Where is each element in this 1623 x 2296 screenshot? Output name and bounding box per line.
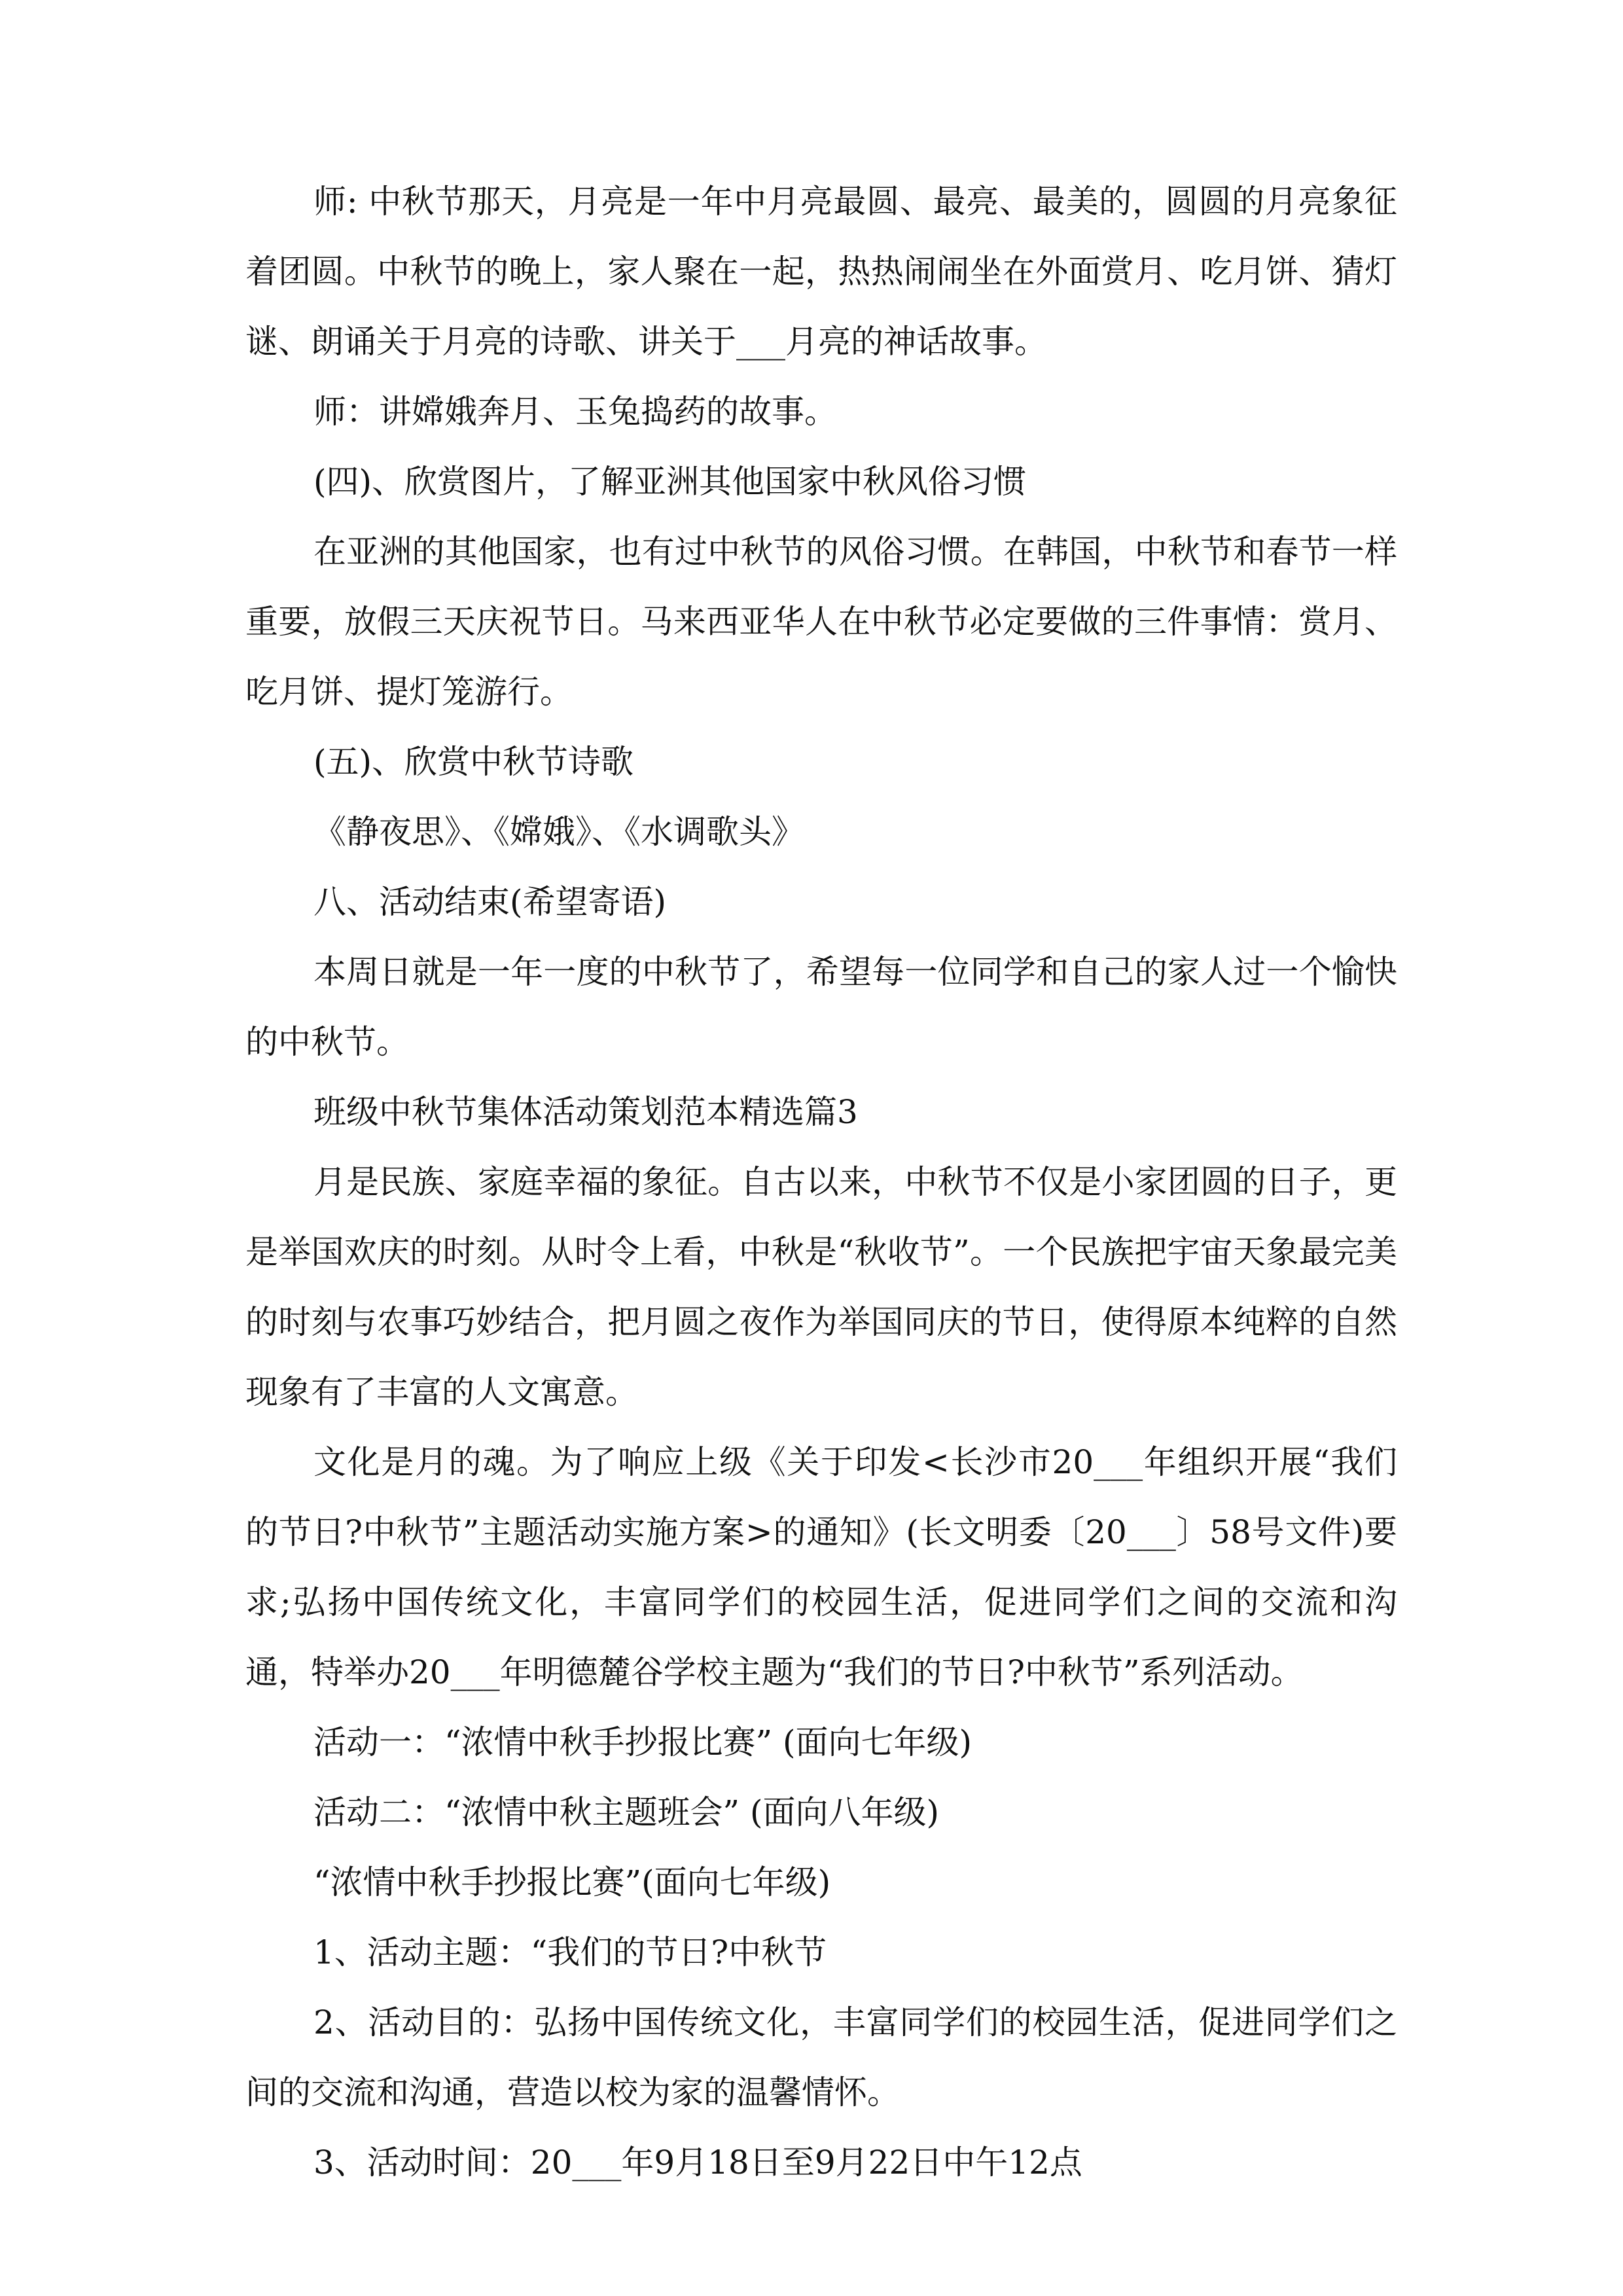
paragraph-activity-theme: 1、活动主题：“我们的节日?中秋节 <box>313 1933 827 1971</box>
paragraph-poem-list: 《静夜思》、《嫦娥》、《水调歌头》 <box>313 813 804 851</box>
paragraph-moon-symbol: 月是民族、家庭幸福的象征。自古以来，中秋节不仅是小家团圆的日子，更是举国欢庆的时刻。从时令上看，中秋是“秋收节”。一个民族把宇宙天象最完美的时刻与农事巧妙结合，把月圆之夜作为举国同庆的节日，使得原本纯粹的自然现象有了丰富的人文寓意。 <box>245 1163 1397 1411</box>
paragraph-teacher-story: 师：讲嫦娥奔月、玉兔捣药的故事。 <box>313 393 837 431</box>
paragraph-activity-purpose: 2、活动目的：弘扬中国传统文化，丰富同学们的校园生活，促进同学们之间的交流和沟通，营造以校为家的温馨情怀。 <box>245 2003 1397 2111</box>
paragraph-activity-one: 活动一：“浓情中秋手抄报比赛” (面向七年级) <box>313 1723 972 1761</box>
heading-article-three: 班级中秋节集体活动策划范本精选篇3 <box>313 1093 858 1131</box>
heading-section-five: (五)、欣赏中秋节诗歌 <box>313 743 634 781</box>
paragraph-wishes: 本周日就是一年一度的中秋节了，希望每一位同学和自己的家人过一个愉快的中秋节。 <box>245 953 1397 1061</box>
paragraph-teacher-intro: 师: 中秋节那天，月亮是一年中月亮最圆、最亮、最美的，圆圆的月亮象征着团圆。中秋节的晚上，家人聚在一起，热热闹闹坐在外面赏月、吃月饼、猜灯谜、朗诵关于月亮的诗歌、讲关于___月亮的神话故事。 <box>245 183 1397 361</box>
heading-section-four: (四)、欣赏图片，了解亚洲其他国家中秋风俗习惯 <box>313 463 1027 501</box>
heading-activity-end: 八、活动结束(希望寄语) <box>313 883 667 921</box>
paragraph-asia-customs: 在亚洲的其他国家，也有过中秋节的风俗习惯。在韩国，中秋节和春节一样重要，放假三天庆祝节日。马来西亚华人在中秋节必定要做的三件事情：赏月、吃月饼、提灯笼游行。 <box>245 533 1397 711</box>
paragraph-culture: 文化是月的魂。为了响应上级《关于印发<长沙市20___年组织开展“我们的节日?中秋节”主题活动实施方案>的通知》(长文明委〔20___〕58号文件)要求;弘扬中国传统文化，丰富同学们的校园生活，促进同学们之间的交流和沟通，特举办20___年明德麓谷学校主题为“我们的节日?中秋节”系列活动。 <box>245 1443 1397 1691</box>
document-body <box>245 167 1397 2198</box>
paragraph-activity-two: 活动二：“浓情中秋主题班会” (面向八年级) <box>313 1793 940 1831</box>
paragraph-activity-time: 3、活动时间：20___年9月18日至9月22日中午12点 <box>313 2144 1082 2181</box>
heading-handwritten-contest: “浓情中秋手抄报比赛”(面向七年级) <box>313 1863 831 1901</box>
